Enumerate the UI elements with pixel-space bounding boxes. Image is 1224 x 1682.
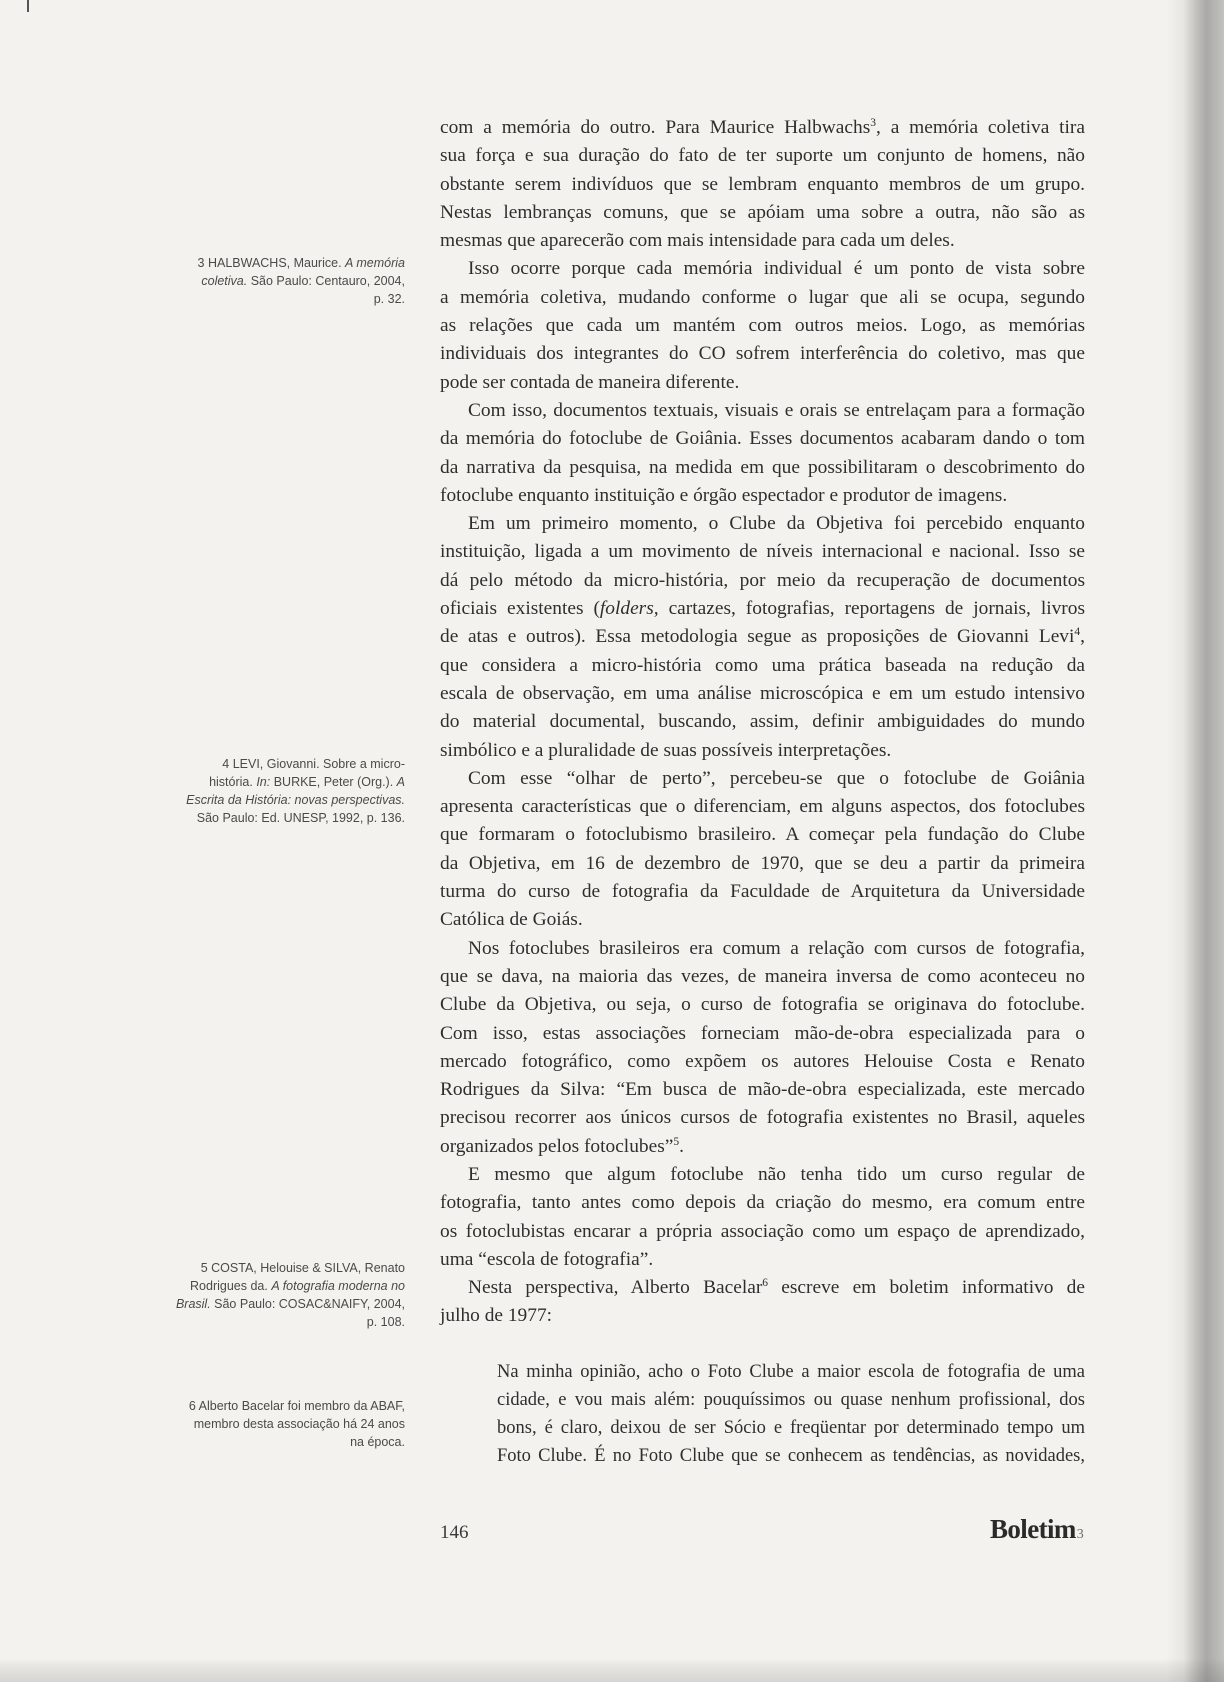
footnote-line: p. 108. xyxy=(366,1315,405,1329)
footnote-line: membro desta associação há 24 anos xyxy=(193,1417,405,1431)
body-line: sua força e sua duração do fato de ter suporte um conjunto de homens, não xyxy=(440,145,1085,167)
footnote-6 xyxy=(145,1397,405,1451)
body-line: simbólico e a pluralidade de suas possíveis interpretações. xyxy=(440,739,892,761)
body-line: fotoclube enquanto instituição e órgão espectador e produtor de imagens. xyxy=(440,484,1008,506)
page-number: 146 xyxy=(440,1522,469,1543)
scan-bottom-edge xyxy=(0,1658,1224,1682)
body-line: Clube da Objetiva, ou seja, o curso de fotografia se originava do fotoclube. xyxy=(440,994,1085,1016)
text-run: , a memória coletiva tira xyxy=(876,117,1085,138)
footnote-line: p. 32. xyxy=(373,292,405,306)
scan-mark xyxy=(27,0,29,12)
body-line: apresenta características que o diferenciam, em alguns aspectos, dos fotoclubes xyxy=(440,796,1085,818)
italic-text: A xyxy=(396,775,405,789)
italic-text: coletiva. xyxy=(201,274,248,288)
italic-text: A fotografia moderna no xyxy=(271,1279,405,1293)
footnote-ref-superscript: 5 xyxy=(673,1135,680,1148)
body-line: mesmas que aparecerão com mais intensidade para cada um deles. xyxy=(440,230,955,252)
text-run: história. xyxy=(209,775,257,789)
body-line: dá pelo método da micro-história, por meio da recuperação de documentos xyxy=(440,569,1085,591)
text-run: de atas e outros). Essa metodologia segue as proposições de Giovanni Levi xyxy=(440,626,1075,648)
body-line: fotografia, tanto antes como depois da criação do mesmo, era comum entre xyxy=(440,1192,1085,1214)
footnote-ref-superscript: 6 xyxy=(762,1277,769,1290)
body-line: do material documental, buscando, assim, definir ambiguidades do mundo xyxy=(440,711,1085,733)
body-line: Em um primeiro momento, o Clube da Objetiva foi percebido enquanto xyxy=(468,513,1085,535)
body-line: pode ser contada de maneira diferente. xyxy=(440,371,740,393)
body-line: da memória do fotoclube de Goiânia. Esses documentos acabaram dando o tom xyxy=(440,428,1085,450)
text-run: Nesta perspectiva, Alberto Bacelar xyxy=(468,1277,763,1299)
body-line: a memória coletiva, mudando conforme o lugar que ali se ocupa, segundo xyxy=(440,286,1085,308)
paragraph xyxy=(440,935,1085,1161)
paragraph xyxy=(440,397,1085,510)
body-line: mercado fotográfico, como expõem os autores Helouise Costa e Renato xyxy=(440,1050,1085,1072)
footnote-5 xyxy=(145,1259,405,1331)
text-run: São Paulo: Centauro, 2004, xyxy=(247,274,405,288)
body-line: Nestas lembranças comuns, que se apóiam uma sobre a outra, não são as xyxy=(440,201,1085,223)
footnote-line xyxy=(145,773,405,791)
body-line: Com esse “olhar de perto”, percebeu-se que o fotoclube de Goiânia xyxy=(468,767,1085,789)
text-run: 3 HALBWACHS, Maurice. xyxy=(197,256,346,270)
journal-name: Boletim xyxy=(990,1514,1076,1544)
paragraph xyxy=(440,114,1085,255)
footnote-line xyxy=(145,272,405,290)
body-text xyxy=(440,114,1085,1331)
quote-line: Foto Clube. É no Foto Clube que se conhecem as tendências, as novidades, xyxy=(497,1446,1085,1466)
text-run: oficiais existentes ( xyxy=(440,598,600,620)
italic-text: In: xyxy=(256,775,271,789)
text-run: Rodrigues da. xyxy=(190,1279,272,1293)
scan-edge-shadow xyxy=(1166,0,1224,1682)
body-line: instituição, ligada a um movimento de níveis internacional e nacional. Isso se xyxy=(440,541,1085,563)
italic-text: A memória xyxy=(345,256,405,270)
text-run: organizados pelos fotoclubes” xyxy=(440,1135,674,1157)
footnote-line: São Paulo: Ed. UNESP, 1992, p. 136. xyxy=(196,811,405,825)
journal-issue: 3 xyxy=(1076,1527,1084,1542)
body-line xyxy=(440,595,1085,623)
paragraph xyxy=(440,255,1085,396)
footnote-line xyxy=(145,1277,405,1295)
body-line xyxy=(440,623,1085,651)
body-line: da Objetiva, em 16 de dezembro de 1970, que se deu a partir da primeira xyxy=(440,852,1085,874)
paragraph xyxy=(440,1274,1085,1331)
text-run: . xyxy=(679,1135,684,1157)
body-line: que formaram o fotoclubismo brasileiro. A começar pela fundação do Clube xyxy=(440,824,1085,846)
text-run: escreve em boletim informativo de xyxy=(768,1277,1085,1299)
text-run: , xyxy=(1080,626,1085,648)
body-line: que considera a micro-história como uma prática baseada na redução da xyxy=(440,654,1085,676)
quote-line: cidade, e vou mais além: pouquíssimos ou quase nenhum profissional, dos xyxy=(497,1390,1085,1410)
paragraph xyxy=(440,510,1085,765)
body-line: os fotoclubistas encarar a própria associação como um espaço de aprendizado, xyxy=(440,1220,1085,1242)
text-run: cartazes, fotografias, reportagens de jornais, livros xyxy=(658,598,1085,620)
body-line: da narrativa da pesquisa, na medida em que possibilitaram o descobrimento do xyxy=(440,456,1085,478)
footnote-ref-superscript: 4 xyxy=(1074,626,1081,639)
body-line: individuais dos integrantes do CO sofrem interferência do coletivo, mas que xyxy=(440,343,1085,365)
footnote-line xyxy=(145,1295,405,1313)
body-line: Católica de Goiás. xyxy=(440,909,583,931)
text-run: com a memória do outro. Para Maurice Halbwachs xyxy=(440,117,871,138)
body-line: precisou recorrer aos únicos cursos de fotografia existentes no Brasil, aqueles xyxy=(440,1107,1085,1129)
italic-text: folders, xyxy=(599,598,659,620)
body-line: Nos fotoclubes brasileiros era comum a relação com cursos de fotografia, xyxy=(468,937,1085,959)
body-line: obstante serem indivíduos que se lembram enquanto membros de um grupo. xyxy=(440,173,1085,195)
body-line: Isso ocorre porque cada memória individual é um ponto de vista sobre xyxy=(468,258,1085,280)
body-line: escala de observação, em uma análise microscópica e em um estudo intensivo xyxy=(440,682,1085,704)
footnote-ref-superscript: 3 xyxy=(870,117,876,129)
body-line: Rodrigues da Silva: “Em busca de mão-de-obra especializada, este mercado xyxy=(440,1079,1085,1101)
footnote-3 xyxy=(145,254,405,308)
paragraph xyxy=(440,1161,1085,1274)
footnote-line: 4 LEVI, Giovanni. Sobre a micro- xyxy=(222,757,405,771)
paragraph xyxy=(440,765,1085,935)
body-line xyxy=(440,1133,1085,1161)
footnote-line: 5 COSTA, Helouise & SILVA, Renato xyxy=(200,1261,405,1275)
body-line: E mesmo que algum fotoclube não tenha tido um curso regular de xyxy=(468,1163,1085,1185)
italic-text: Brasil. xyxy=(175,1297,211,1311)
body-line: que se dava, na maioria das vezes, de maneira inversa de como aconteceu no xyxy=(440,965,1085,987)
footnote-line: na época. xyxy=(350,1435,405,1449)
body-line: as relações que cada um mantém com outros meios. Logo, as memórias xyxy=(440,315,1085,337)
footnote-4 xyxy=(145,755,405,827)
body-line: turma do curso de fotografia da Faculdade de Arquitetura da Universidade xyxy=(440,881,1085,903)
footnote-line: Escrita da História: novas perspectivas. xyxy=(186,793,405,807)
text-run: BURKE, Peter (Org.). xyxy=(270,775,397,789)
footnote-line xyxy=(145,254,405,272)
quote-line: bons, é claro, deixou de ser Sócio e freqüentar por determinado tempo um xyxy=(497,1418,1085,1438)
footnote-line: 6 Alberto Bacelar foi membro da ABAF, xyxy=(188,1399,405,1413)
journal-title xyxy=(990,1514,1084,1545)
quote-line: Na minha opinião, acho o Foto Clube a maior escola de fotografia de uma xyxy=(497,1362,1085,1382)
body-line: Com isso, estas associações forneciam mão-de-obra especializada para o xyxy=(440,1022,1085,1044)
body-line: julho de 1977: xyxy=(440,1305,553,1327)
body-line xyxy=(440,114,1085,142)
body-line: uma “escola de fotografia”. xyxy=(440,1248,654,1270)
block-quote xyxy=(497,1358,1085,1470)
body-line: Com isso, documentos textuais, visuais e orais se entrelaçam para a formação xyxy=(468,399,1085,421)
text-run: São Paulo: COSAC&NAIFY, 2004, xyxy=(210,1297,405,1311)
body-line xyxy=(440,1274,1085,1302)
